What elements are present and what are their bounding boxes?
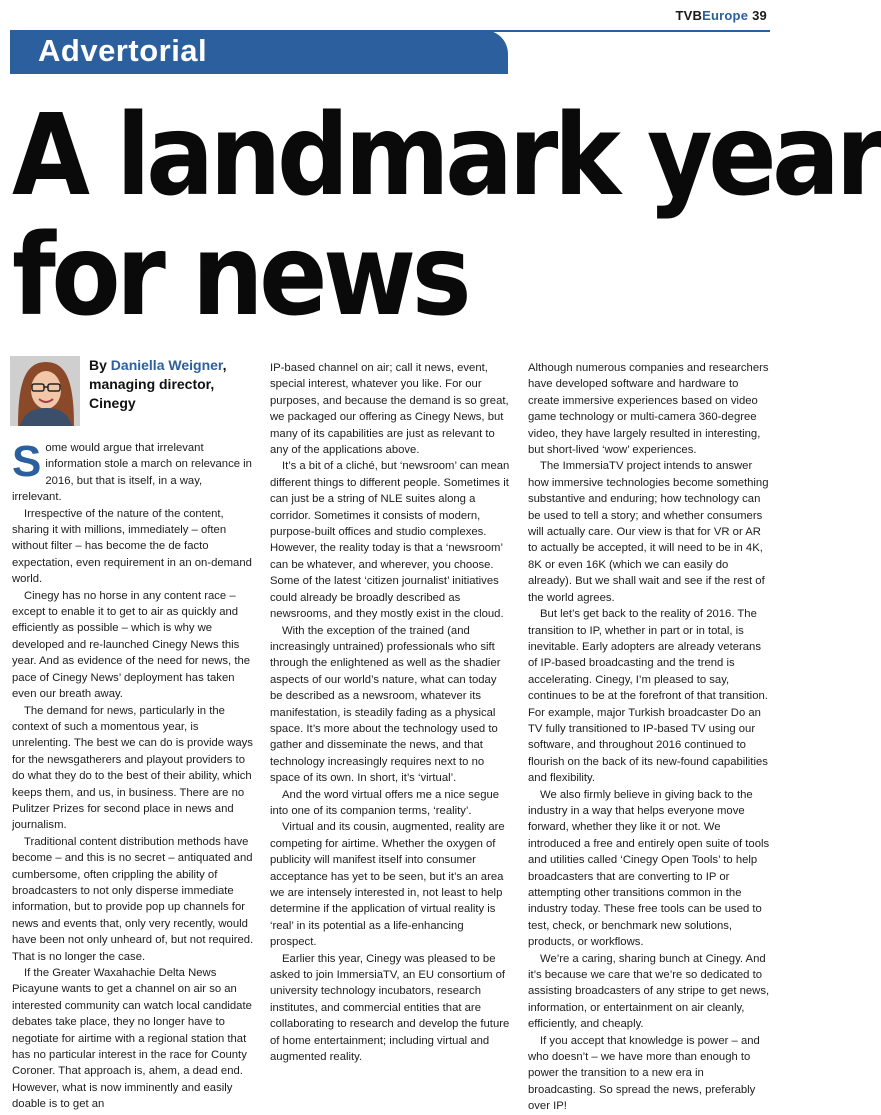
magazine-name: TVB bbox=[675, 8, 703, 23]
paragraph: Irrespective of the nature of the content, sharing it with millions, immediately – often without filter – has become the de facto expectation, even requirement in an on-demand world. bbox=[12, 507, 252, 586]
author-photo bbox=[10, 356, 80, 426]
headline bbox=[12, 91, 881, 341]
paragraph: Some would argue that irrelevant information stole a march on relevance in 2016, but that is itself, in a way, irrelevant. bbox=[12, 437, 252, 504]
paragraph: And the word virtual offers me a nice segue into one of its companion terms, ‘reality’. bbox=[270, 788, 500, 817]
author-name: Daniella Weigner bbox=[110, 357, 223, 373]
paragraph: We’re a caring, sharing bunch at Cinegy. And it’s because we care that we’re so dedicated to assisting broadcasters of any stripe to get news, information, or entertainment on air cleanly, efficiently, and cheaply. bbox=[528, 952, 770, 1031]
headline-line-2: for news bbox=[12, 211, 468, 341]
page-header bbox=[676, 8, 767, 23]
paragraph: Although numerous companies and researchers have developed software and hardware to create immersive experiences based on video game technology or multi-camera 360-degree video, they have largely resulted in interesting, but short-lived ‘wow’ experiences. bbox=[528, 362, 769, 457]
banner-label: Advertorial bbox=[38, 33, 208, 68]
author-title: managing director, bbox=[89, 376, 215, 392]
paragraph: Virtual and its cousin, augmented, reality are competing for airtime. Whether the oxygen of publicity will manifest itself into consumer acceptance has yet to be seen, but it’s an area we are intensely interested in, not least to help determine if the application of virtual reality is ‘real’ in its potential as a life-enhancing prospect. bbox=[270, 821, 505, 949]
paragraph: The ImmersiaTV project intends to answer how immersive technologies become something substantive and enduring; how technology can be used to tell a story; and whether consumers will actually care. Our view is that for VR or AR to actually be accepted, it will need to be in 4K, 8K or even 16K (which we can easily do already). But we shall wait and see if the rest of the world agrees. bbox=[528, 460, 769, 604]
paragraph: But let’s get back to the reality of 2016. The transition to IP, whether in part or in total, is inevitable. Early adopters are already veterans of IP-based broadcasting and the trend is accelerating. Cinegy, I’m pleased to say, continues to be at the forefront of that transition. For example, major Turkish broadcaster Do an TV fully transitioned to IP-based TV using our software, and throughout 2016 continued to flourish on the back of its new-found capabilities and flexibility. bbox=[528, 608, 768, 785]
advertorial-banner bbox=[10, 30, 508, 74]
paragraph: If you accept that knowledge is power – and who doesn’t – we have more than enough to power the transition to a new era in broadcasting. So spread the news, preferably over IP! bbox=[528, 1034, 760, 1113]
paragraph: The demand for news, particularly in the context of such a momentous year, is unrelenting. The best we can do is provide ways for the newsgatherers and playout providers to do what they do to the best of their ability, which keeps them, and us, in business. There are no Pulitzer Prizes for second place in news and journalism. bbox=[12, 704, 253, 832]
magazine-name-accent: Europe bbox=[702, 8, 749, 23]
author-company: Cinegy bbox=[89, 395, 136, 411]
byline-by: By bbox=[89, 357, 107, 373]
article-column-2 bbox=[270, 360, 511, 1065]
article-column-3 bbox=[528, 360, 770, 1115]
paragraph: Earlier this year, Cinegy was pleased to be asked to join ImmersiaTV, an EU consortium of university technology incubators, research institutes, and commercial entities that are collaborating to research and develop the future of home entertainment; including virtual and augmented reality. bbox=[270, 952, 510, 1064]
drop-cap: S bbox=[12, 437, 42, 486]
paragraph: We also firmly believe in giving back to the industry in a way that helps everyone move forward, whether they like it or not. We introduced a free and entirely open suite of tools and utilities called ‘Cinegy Open Tools’ to help broadcasters that are converting to IP or attempting other transitions common in the industry today. These free tools can be used to test, check, or benchmark new solutions, products, or workflows. bbox=[528, 788, 770, 949]
paragraph: IP-based channel on air; call it news, event, special interest, whatever you like. For our purposes, and because the demand is so great, we packaged our offering as Cinegy News, but many of its capabilities are just as relevant to any of the applications above. bbox=[270, 362, 509, 457]
paragraph: Cinegy has no horse in any content race – except to enable it to get to air as quickly and efficiently as possible – which is why we developed and re-launched Cinegy News this year. And as evidence of the need for news, the pace of Cinegy News’ deployment has taken even our breath away. bbox=[12, 589, 251, 701]
paragraph: If the Greater Waxahachie Delta News Picayune wants to get a channel on air so an interested community can watch local candidate debates take place, they no longer have to negotiate for airtime with a regional station that has no particular interest in the race for County Coroner. That approach is, ahem, a dead end. However, what is now imminently and easily doable is to get an bbox=[12, 967, 252, 1111]
page-number: 39 bbox=[752, 8, 767, 23]
paragraph: It’s a bit of a cliché, but ‘newsroom’ can mean different things to different people. Sometimes it can just be a string of NLE suites along a corridor. Sometimes it consists of modern, purpose-built offices and studio complexes. However, the reality today is that a ‘newsroom’ can be whatever, and wherever, you choose. Some of the latest ‘citizen journalist’ initiatives could already be broadly described as newsrooms, and they mostly exist in the cloud. bbox=[270, 460, 510, 621]
paragraph: With the exception of the trained (and increasingly untrained) professionals who sift through the enlightened as well as the shadier aspects of our world’s nature, what can today be described as a newsroom, whatever its manifestation, is steadily fading as a physical space. It’s more about the technology used to gather and disseminate the news, and that technology increasingly requires next to no space of its own. In short, it’s ‘virtual’. bbox=[270, 624, 501, 785]
byline bbox=[89, 356, 259, 413]
byline-comma: , bbox=[222, 357, 227, 373]
article-column-1 bbox=[12, 437, 254, 1113]
headline-line-1: A landmark year bbox=[12, 91, 881, 221]
paragraph: Traditional content distribution methods have become – and this is no secret – antiquated and cumbersome, often crippling the ability of broadcasters to not only disperse immediate information, but to provide pop up channels for news and events that, only very recently, would have been not only unheard of, but not required. That is no longer the case. bbox=[12, 835, 254, 963]
